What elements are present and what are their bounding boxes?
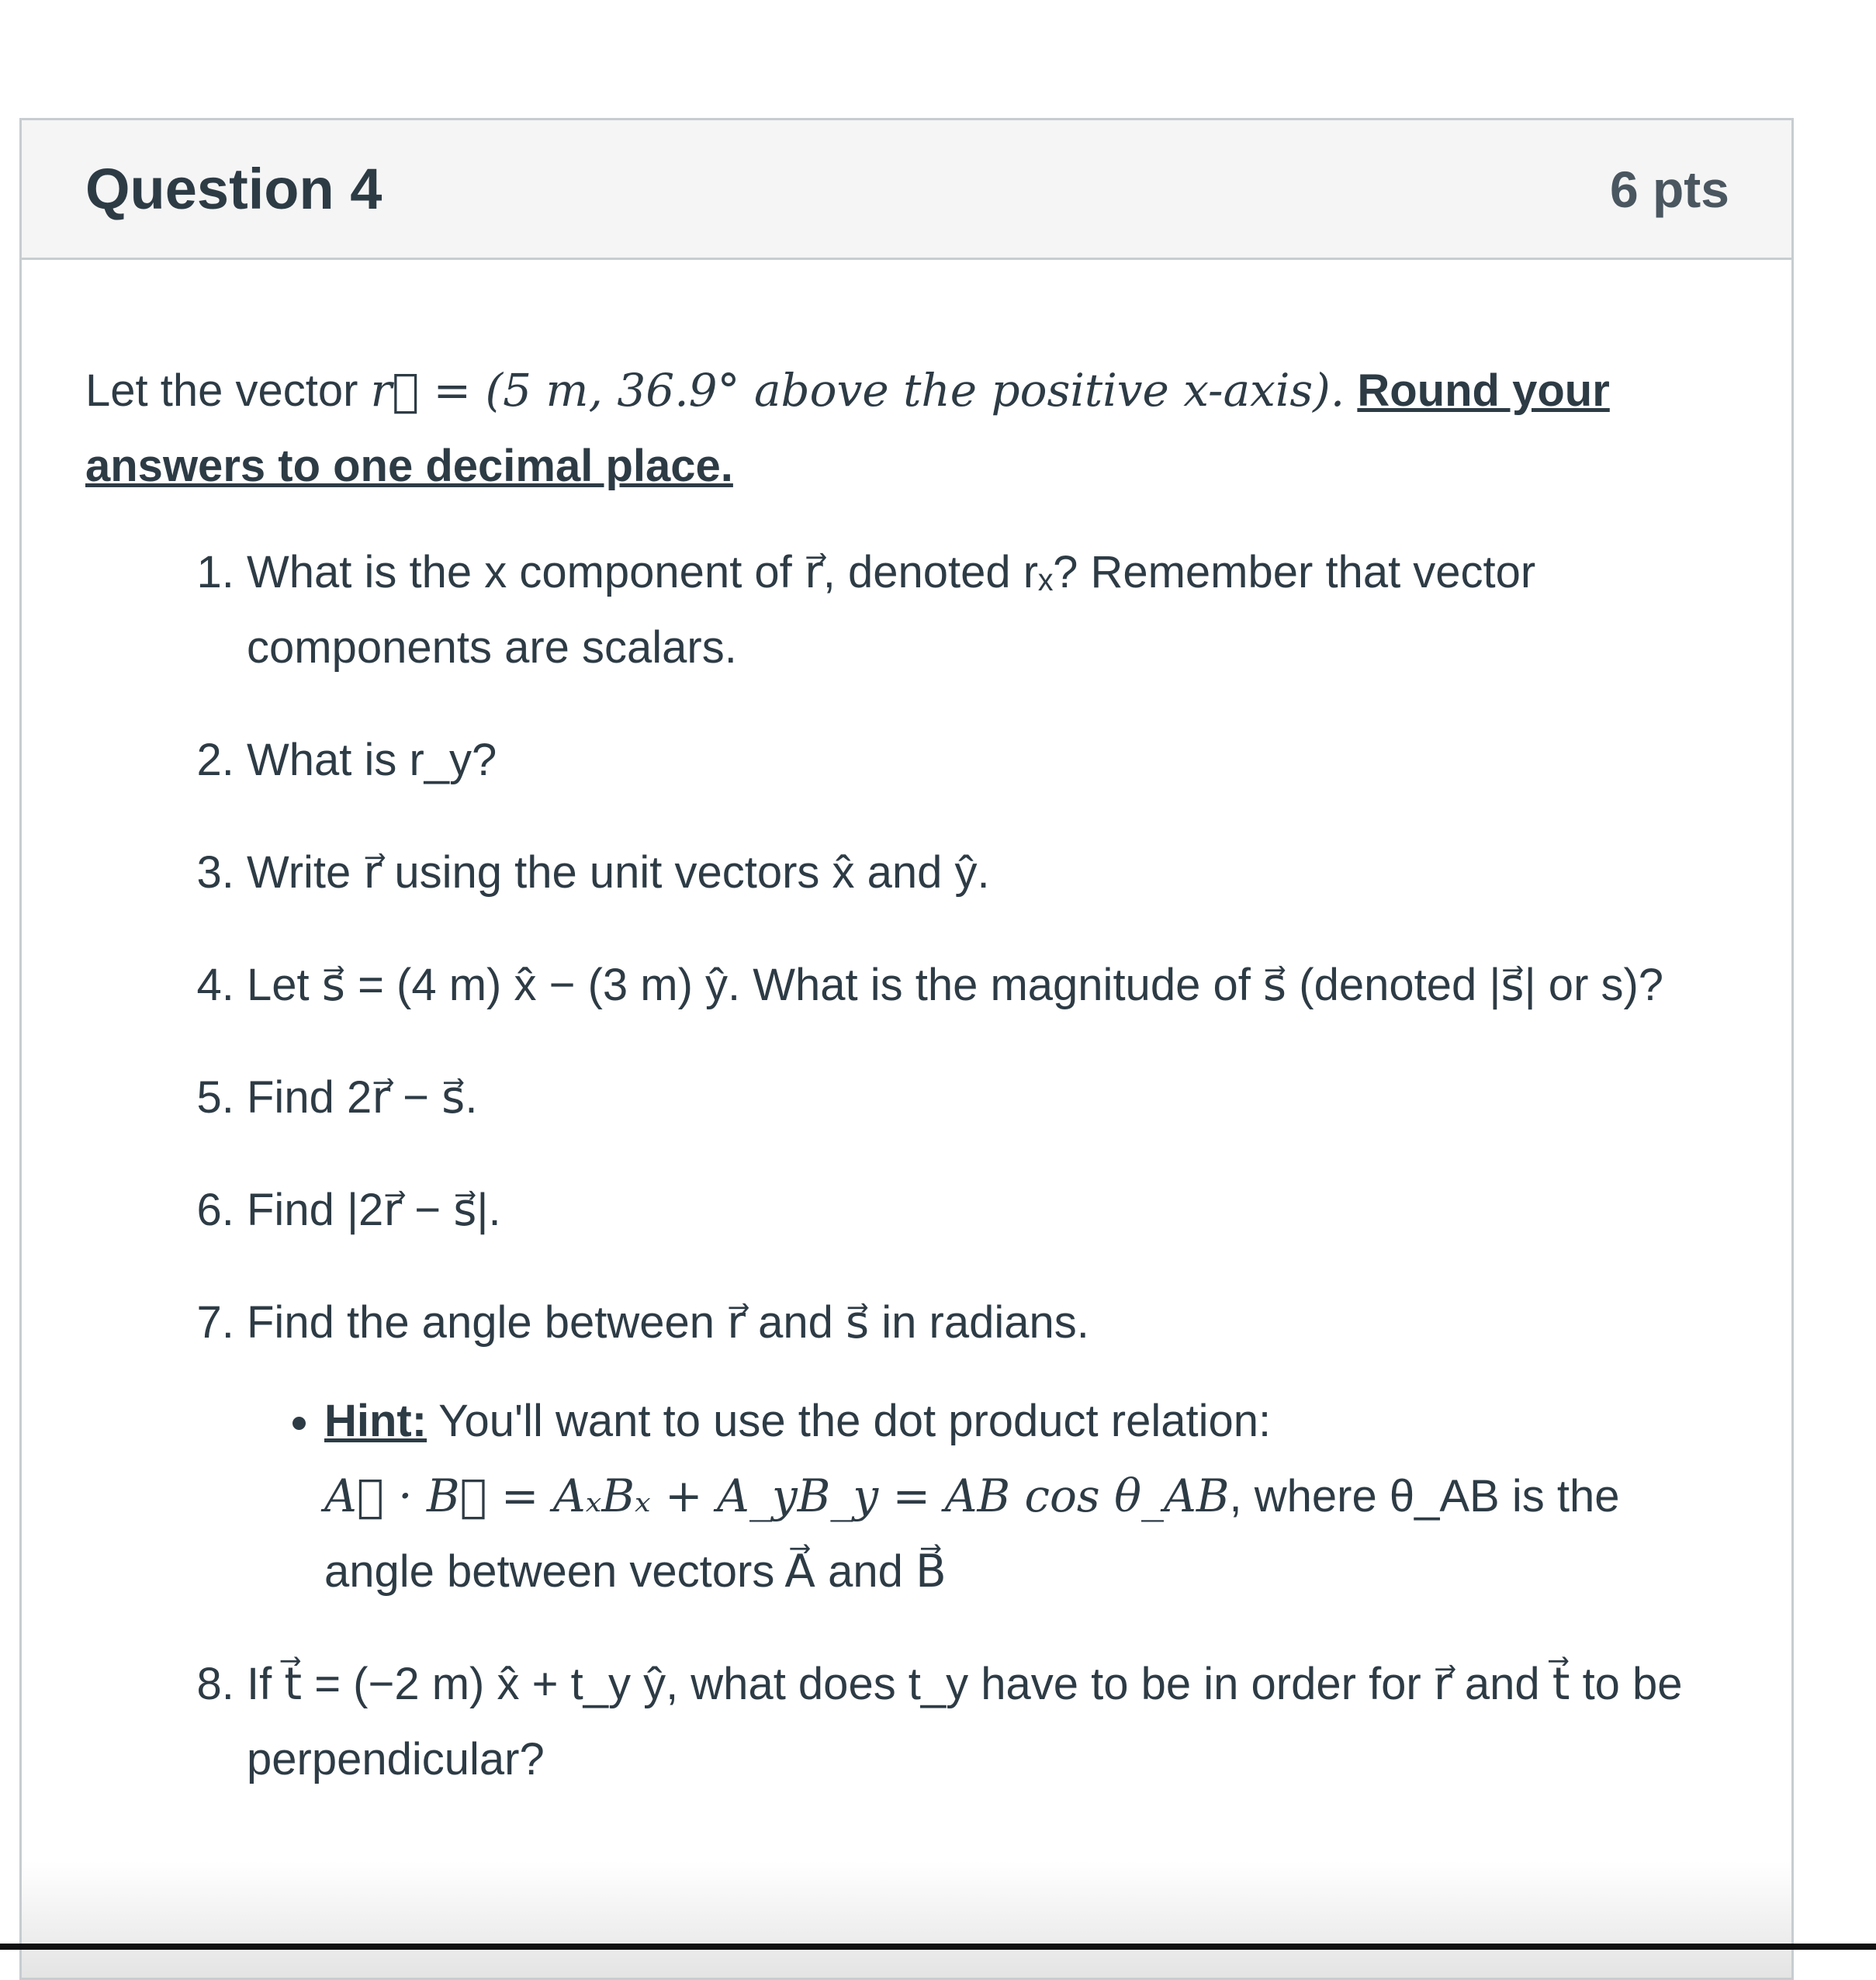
list-item [247, 1060, 1729, 1135]
hint-tail: , where θ_AB is the angle between vectors A⃗ and B⃗ [324, 1471, 1620, 1597]
item-text: If t⃗ = (−2 m) x̂ + t_y ŷ, what does t_y have to be in order for r⃗ and t⃗ to be perpendicular? [247, 1659, 1683, 1784]
list-item [247, 535, 1729, 685]
question-title: Question 4 [85, 156, 382, 222]
hint-label: Hint: [324, 1396, 427, 1446]
item-text: What is r_y? [247, 735, 497, 785]
list-item [247, 1646, 1729, 1797]
question-header [22, 120, 1791, 260]
item-text: Write r⃗ using the unit vectors x̂ and ŷ. [247, 847, 990, 898]
rounding-instruction: Round your answers to one decimal place. [85, 365, 1610, 491]
hint-item [324, 1383, 1729, 1609]
list-item [247, 1285, 1729, 1609]
intro-vector-definition: r⃗ = (5 m, 36.9° above the positive x-axis). [371, 364, 1345, 417]
question-points: 6 pts [1610, 160, 1729, 219]
hint-list [247, 1383, 1729, 1609]
item-text: Find the angle between r⃗ and s⃗ in radians. [247, 1297, 1089, 1348]
item-text: What is the x component of r⃗, denoted rₓ? Remember that vector components are scalars. [247, 547, 1535, 673]
scroll-fade [22, 1861, 1791, 1978]
item-text: Let s⃗ = (4 m) x̂ − (3 m) ŷ. What is the magnitude of s⃗ (denoted |s⃗| or s)? [247, 960, 1663, 1010]
item-text: Find |2r⃗ − s⃗|. [247, 1185, 501, 1235]
list-item [247, 947, 1729, 1023]
list-item [247, 1172, 1729, 1248]
list-item [247, 722, 1729, 798]
question-list [85, 535, 1729, 1797]
question-intro [85, 353, 1729, 504]
item-text: Find 2r⃗ − s⃗. [247, 1072, 477, 1123]
bottom-edge-bar [0, 1944, 1876, 1950]
question-card [19, 118, 1794, 1980]
dot-product-formula: A⃗ · B⃗ = AₓBₓ + A_yB_y = AB cos θ_AB [324, 1469, 1230, 1522]
question-body [22, 260, 1791, 1797]
hint-text: You'll want to use the dot product relation: [427, 1396, 1271, 1446]
intro-lead: Let the vector [85, 365, 371, 416]
list-item [247, 835, 1729, 910]
